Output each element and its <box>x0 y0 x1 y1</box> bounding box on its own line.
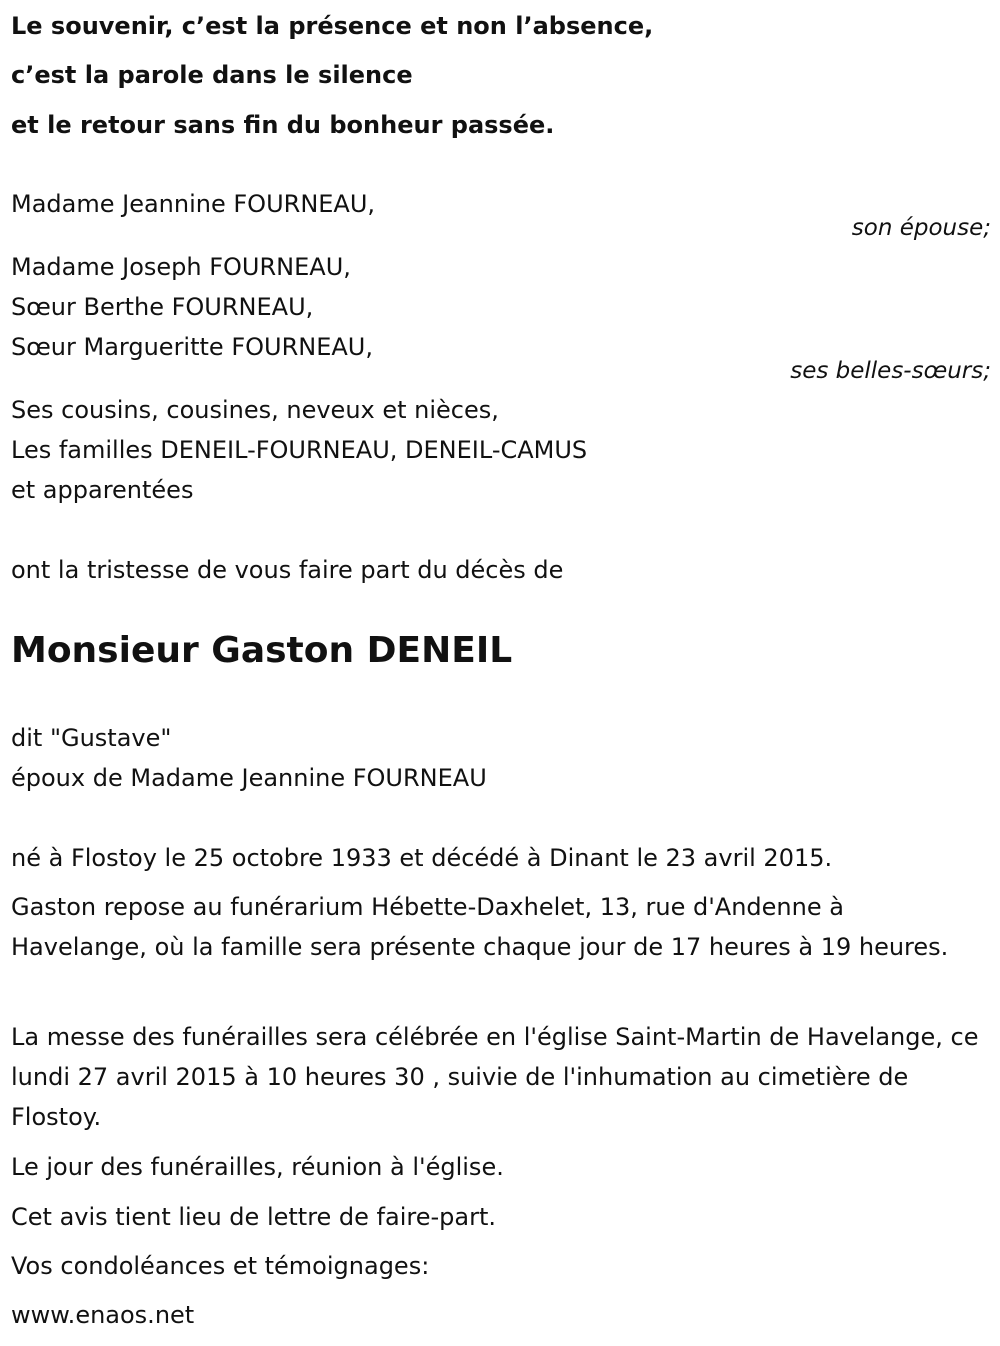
sisters-in-law-role: ses belles-sœurs; <box>790 358 991 384</box>
quote-line-2: c’est la parole dans le silence <box>11 61 413 89</box>
spouse-name: Madame Jeannine FOURNEAU, <box>11 190 376 218</box>
spouse-role: son épouse; <box>851 215 991 241</box>
birth-death-line: né à Flostoy le 25 octobre 1933 et décédé à Dinant le 23 avril 2015. <box>11 844 833 872</box>
relatives-line-3: et apparentées <box>11 476 194 504</box>
funeral-mass-paragraph: La messe des funérailles sera célébrée en l'église Saint-Martin de Havelange, ce lundi 27 avril 2015 à 10 heures 30 , suivie de l'inhumation au cimetière de Flostoy. <box>11 1023 979 1131</box>
announcement-text: ont la tristesse de vous faire part du décès de <box>11 556 564 584</box>
deceased-name: Monsieur Gaston DENEIL <box>11 630 513 671</box>
website-link[interactable]: www.enaos.net <box>11 1301 195 1329</box>
quote-line-3: et le retour sans fin du bonheur passée. <box>11 111 555 139</box>
deceased-nickname: dit "Gustave" <box>11 724 172 752</box>
quote-line-1: Le souvenir, c’est la présence et non l’absence, <box>11 12 654 40</box>
sister-in-law-3: Sœur Margueritte FOURNEAU, <box>11 333 373 361</box>
rest-place-paragraph: Gaston repose au funérarium Hébette-Daxhelet, 13, rue d'Andenne à Havelange, où la famille sera présente chaque jour de 17 heures à 19 heures. <box>11 893 949 961</box>
condolences-label: Vos condoléances et témoignages: <box>11 1252 430 1280</box>
deceased-spouse-of: époux de Madame Jeannine FOURNEAU <box>11 764 487 792</box>
sister-in-law-1: Madame Joseph FOURNEAU, <box>11 253 351 281</box>
sister-in-law-2: Sœur Berthe FOURNEAU, <box>11 293 314 321</box>
relatives-line-2: Les familles DENEIL-FOURNEAU, DENEIL-CAMUS <box>11 436 588 464</box>
relatives-line-1: Ses cousins, cousines, neveux et nièces, <box>11 396 499 424</box>
notice-line: Cet avis tient lieu de lettre de faire-part. <box>11 1203 496 1231</box>
meeting-line: Le jour des funérailles, réunion à l'église. <box>11 1153 504 1181</box>
